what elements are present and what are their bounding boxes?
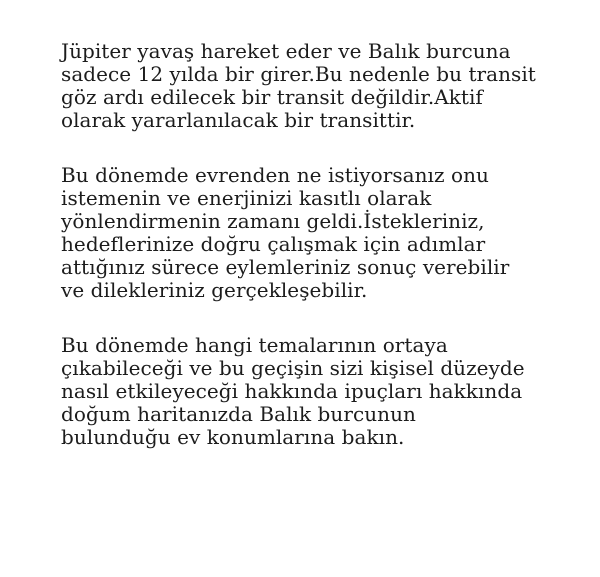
text-line: nasıl etkileyeceği hakkında ipuçları hakkında [61, 379, 523, 403]
text-line: Bu dönemde evrenden ne istiyorsanız onu [61, 163, 489, 187]
text-line: ve dilekleriniz gerçekleşebilir. [61, 278, 368, 302]
text-line: istemenin ve enerjinizi kasıtlı olarak [61, 186, 432, 210]
article-text [61, 40, 561, 481]
paragraph-birth-chart [61, 334, 561, 449]
text-line: hedeflerinize doğru çalışmak için adımlar [61, 232, 486, 256]
paragraph-jupiter-transit [61, 40, 561, 132]
text-line: bulunduğu ev konumlarına bakın. [61, 425, 405, 449]
text-line: çıkabileceği ve bu geçişin sizi kişisel düzeyde [61, 356, 525, 380]
text-line: göz ardı edilecek bir transit değildir.Aktif [61, 85, 483, 109]
text-line: sadece 12 yılda bir girer.Bu nedenle bu transit [61, 62, 536, 86]
text-line: doğum haritanızda Balık burcunun [61, 402, 416, 426]
paragraph-wishes [61, 164, 561, 302]
text-line: yönlendirmenin zamanı geldi.İstekleriniz, [61, 209, 485, 233]
text-line: olarak yararlanılacak bir transittir. [61, 108, 416, 132]
text-line: Jüpiter yavaş hareket eder ve Balık burcuna [61, 39, 511, 63]
text-line: attığınız sürece eylemleriniz sonuç verebilir [61, 255, 510, 279]
text-line: Bu dönemde hangi temalarının ortaya [61, 333, 448, 357]
